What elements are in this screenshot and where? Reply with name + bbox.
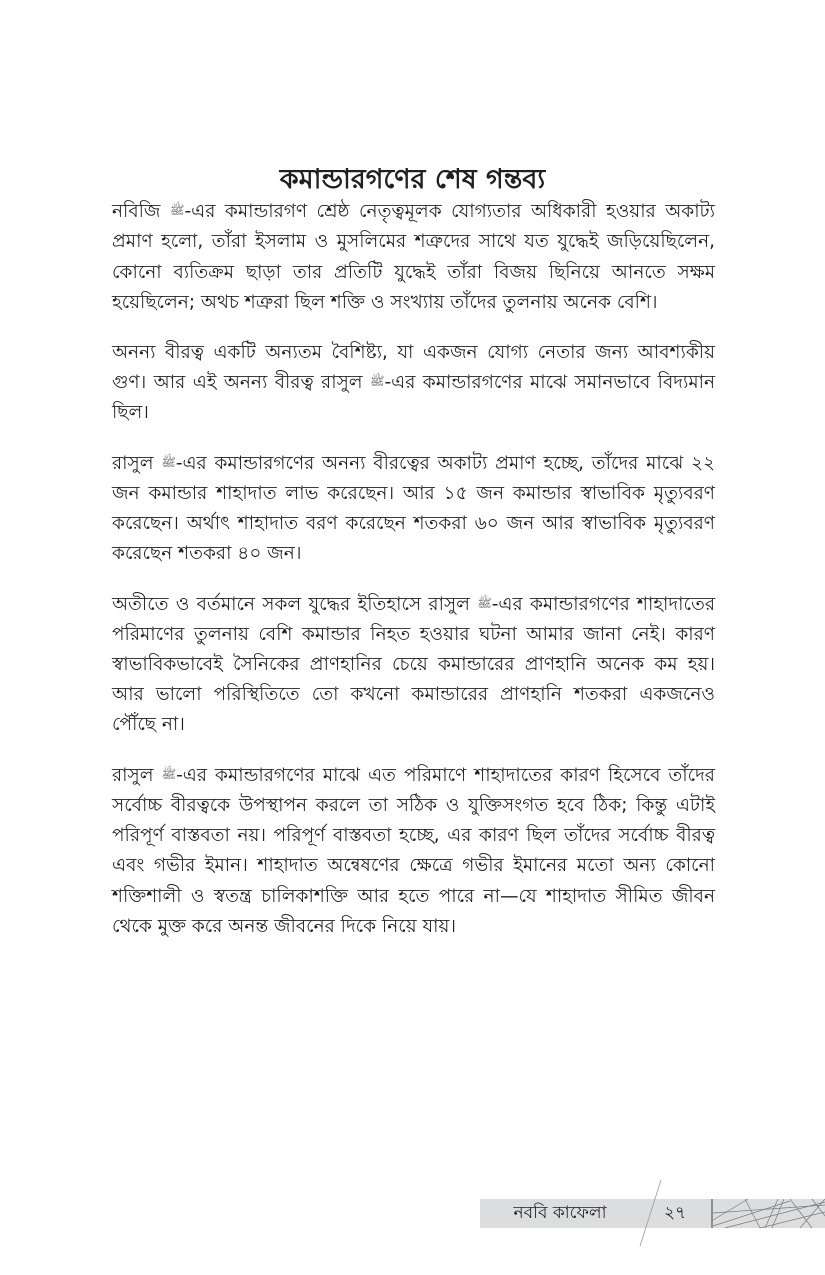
- paragraph-4: [112, 590, 715, 741]
- body-text: [112, 197, 715, 962]
- honorific-icon: ﷺ: [477, 595, 492, 610]
- text-segment: রাসুল: [112, 764, 162, 786]
- honorific-icon: ﷺ: [161, 454, 176, 469]
- text-segment: অতীতে ও বর্তমানে সকল যুদ্ধের ইতিহাসে রাসুল: [112, 593, 478, 615]
- honorific-icon: ﷺ: [161, 766, 177, 781]
- text-segment: -এর কমান্ডারগণের শাহাদাতের পরিমাণের তুলনায় বেশি কমান্ডার নিহত হওয়ার ঘটনা আমার জানা নেই। কারণ স্বাভাবিকভাবেই সৈনিকের প্রাণহানির চেয়ে কমান্ডারের প্রাণহানি অনেক কম হয়। আর ভালো পরিস্থিতিতে তো কখনো কমান্ডারের প্রাণহানি শতকরা একজনেও পৌঁছে না।: [112, 593, 715, 736]
- honorific-icon: ﷺ: [169, 203, 185, 217]
- honorific-icon: ﷺ: [369, 374, 385, 389]
- page-number: ২৭: [664, 1203, 687, 1223]
- paragraph-3: [112, 449, 715, 570]
- page-title: কমান্ডারগণের শেষ গন্তব্য: [279, 164, 546, 196]
- text-segment: -এর কমান্ডারগণের মাঝে সমানভাবে বিদ্যমান ছিল।: [112, 372, 716, 424]
- paragraph-5: [112, 761, 715, 942]
- text-segment: -এর কমান্ডারগণের মাঝে এত পরিমাণে শাহাদাতের কারণ হিসেবে তাঁদের সর্বোচ্চ বীরত্বকে উপস্থাপন করলে তা সঠিক ও যুক্তিসংগত হবে ঠিক; কিন্তু এটাই পরিপূর্ণ বাস্তবতা নয়। পরিপূর্ণ বাস্তবতা হচ্ছে, এর কারণ ছিল তাঁদের সর্বোচ্চ বীরত্ব এবং গভীর ইমান। শাহাদাত অন্বেষণের ক্ষেত্রে গভীর ইমানের মতো অন্য কোনো শক্তিশালী ও স্বতন্ত্র চালিকাশক্তি আর হতে পারে না—যে শাহাদাত সীমিত জীবন থেকে মুক্ত করে অনন্ত জীবনের দিকে নিয়ে যায়।: [112, 764, 715, 937]
- text-segment: -এর কমান্ডারগণ শ্রেষ্ঠ নেতৃত্বমূলক যোগ্যতার অধিকারী হওয়ার অকাট্য প্রমাণ হলো, তাঁরা ইসলাম ও মুসলিমের শত্রুদের সাথে যত যুদ্ধেই জড়িয়েছিলেন, কোনো ব্যতিক্রম ছাড়া তার প্রতিটি যুদ্ধেই তাঁরা বিজয় ছিনিয়ে আনতে সক্ষম হয়েছিলেন; অথচ শত্রুরা ছিল শক্তি ও সংখ্যায় তাঁদের তুলনায় অনেক বেশি।: [112, 201, 716, 313]
- text-segment: নবিজি: [112, 201, 170, 223]
- text-segment: রাসুল: [112, 452, 162, 474]
- text-segment: -এর কমান্ডারগণের অনন্য বীরত্বের অকাট্য প্রমাণ হচ্ছে, তাঁদের মাঝে ২২ জন কমান্ডার শাহাদাত লাভ করেছেন। আর ১৫ জন কমান্ডার স্বাভাবিক মৃত্যুবরণ করেছেন। অর্থাৎ শাহাদাত বরণ করেছেন শতকরা ৬০ জন আর স্বাভাবিক মৃত্যুবরণ করেছেন শতকরা ৪০ জন।: [112, 452, 716, 565]
- paragraph-1: [112, 197, 715, 318]
- footer-book-title: নববি কাফেলা: [513, 1203, 607, 1223]
- text-segment: অনন্য বীরত্ব একটি অন্যতম বৈশিষ্ট্য, যা একজন যোগ্য নেতার জন্য আবশ্যকীয় গুণ। আর এই অনন্য বীরত্ব রাসুল: [112, 341, 715, 394]
- paragraph-2: [112, 338, 715, 429]
